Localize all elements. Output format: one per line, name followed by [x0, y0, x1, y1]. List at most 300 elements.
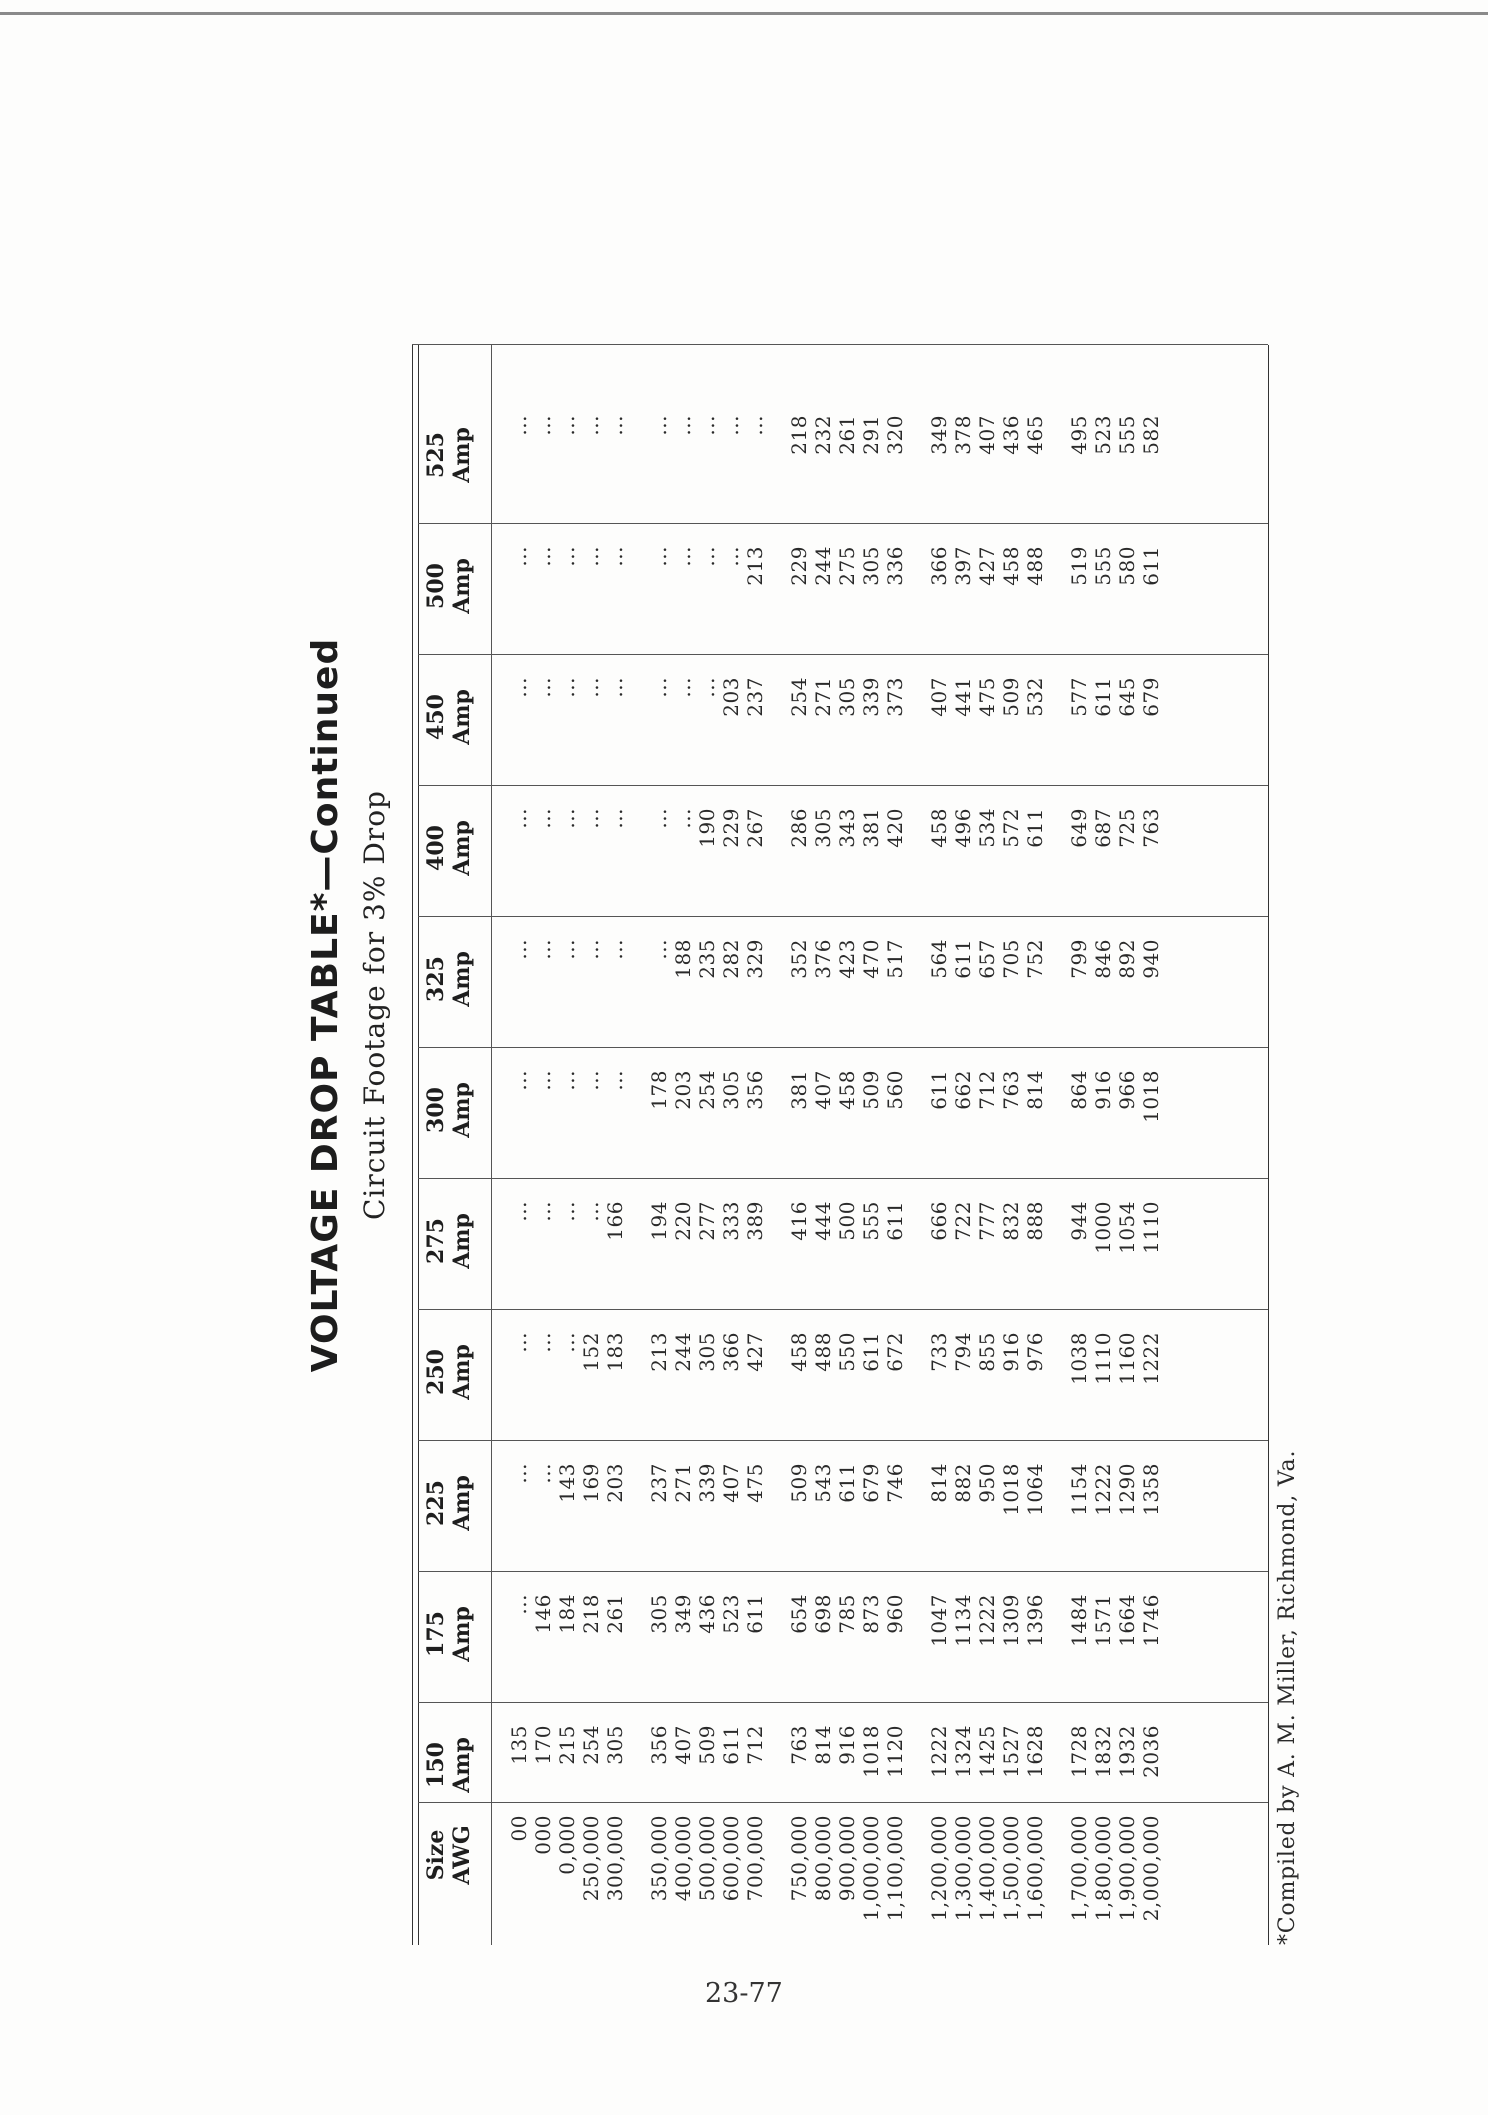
column-divider: [418, 523, 1268, 524]
column-divider: [418, 1440, 1268, 1441]
footage-cell: 407: [927, 677, 951, 717]
footage-cell: ...: [507, 677, 531, 698]
footage-cell: 1832: [1091, 1725, 1115, 1778]
column-header-line: 225: [423, 1480, 449, 1526]
table-title: VOLTAGE DROP TABLE*—Continued: [305, 637, 346, 1373]
footage-cell: 523: [719, 1594, 743, 1634]
footage-cell: 1154: [1067, 1463, 1091, 1516]
footage-cell: 534: [975, 808, 999, 848]
footage-cell: 733: [927, 1332, 951, 1372]
size-awg-header: [423, 1805, 475, 1905]
footage-cell: 657: [975, 939, 999, 979]
column-header-line: Amp: [449, 1737, 475, 1793]
footage-cell: ...: [743, 415, 767, 436]
footage-cell: ...: [507, 808, 531, 829]
footage-cell: 458: [835, 1070, 859, 1110]
footage-cell: 305: [603, 1725, 627, 1765]
column-header-line: 175: [423, 1611, 449, 1657]
column-header-line: 250: [423, 1349, 449, 1395]
footage-cell: 1064: [1023, 1463, 1047, 1516]
column-header-line: 525: [423, 432, 449, 478]
footage-cell: ...: [647, 677, 671, 698]
footage-cell: 1222: [927, 1725, 951, 1778]
column-divider: [418, 1702, 1268, 1703]
footage-cell: 611: [883, 1201, 907, 1241]
footage-cell: 213: [647, 1332, 671, 1372]
footage-cell: 1120: [883, 1725, 907, 1778]
footage-cell: 944: [1067, 1201, 1091, 1241]
footage-cell: 1018: [999, 1463, 1023, 1516]
table-top-rule-inner: [418, 345, 419, 1945]
column-divider: [418, 1309, 1268, 1310]
footage-cell: 892: [1115, 939, 1139, 979]
footage-cell: 356: [647, 1725, 671, 1765]
footage-cell: 458: [999, 546, 1023, 586]
footage-cell: 550: [835, 1332, 859, 1372]
footage-cell: 611: [743, 1594, 767, 1634]
footage-cell: 712: [975, 1070, 999, 1110]
footage-cell: 611: [1139, 546, 1163, 586]
footage-cell: 1728: [1067, 1725, 1091, 1778]
footage-cell: 722: [951, 1201, 975, 1241]
footage-cell: ...: [671, 546, 695, 567]
footage-cell: 427: [743, 1332, 767, 1372]
footage-cell: 349: [927, 415, 951, 455]
footage-cell: 423: [835, 939, 859, 979]
footage-cell: 1222: [1139, 1332, 1163, 1385]
footage-cell: 1396: [1023, 1594, 1047, 1647]
footage-cell: 832: [999, 1201, 1023, 1241]
footage-cell: 444: [811, 1201, 835, 1241]
footage-cell: ...: [531, 546, 555, 567]
size-header-line: AWG: [449, 1825, 475, 1885]
footage-cell: 261: [603, 1594, 627, 1634]
footage-cell: ...: [531, 1070, 555, 1091]
footage-cell: 752: [1023, 939, 1047, 979]
column-divider: [418, 654, 1268, 655]
column-header-line: Amp: [449, 558, 475, 614]
footage-cell: 1290: [1115, 1463, 1139, 1516]
footage-cell: 712: [743, 1725, 767, 1765]
footage-cell: 286: [787, 808, 811, 848]
footage-cell: 305: [859, 546, 883, 586]
footage-cell: ...: [579, 808, 603, 829]
footage-cell: 397: [951, 546, 975, 586]
size-cell: 750,000: [787, 1815, 811, 1902]
footage-cell: 582: [1139, 415, 1163, 455]
column-header-line: Amp: [449, 689, 475, 745]
footage-cell: 950: [975, 1463, 999, 1503]
footage-cell: ...: [507, 1070, 531, 1091]
footage-cell: 517: [883, 939, 907, 979]
footage-cell: 1358: [1139, 1463, 1163, 1516]
footage-cell: ...: [603, 808, 627, 829]
footage-cell: 232: [811, 415, 835, 455]
footage-cell: 611: [927, 1070, 951, 1110]
footage-cell: 381: [859, 808, 883, 848]
footage-cell: 244: [811, 546, 835, 586]
footage-cell: 1664: [1115, 1594, 1139, 1647]
footage-cell: 1134: [951, 1594, 975, 1647]
footage-cell: ...: [507, 546, 531, 567]
footage-cell: 611: [951, 939, 975, 979]
table-right-border: [412, 344, 1268, 345]
size-cell: 0,000: [555, 1815, 579, 1875]
size-cell: 1,300,000: [951, 1815, 975, 1922]
footage-cell: 1038: [1067, 1332, 1091, 1385]
footage-cell: ...: [555, 546, 579, 567]
footage-cell: ...: [531, 677, 555, 698]
footage-cell: 746: [883, 1463, 907, 1503]
footage-cell: 166: [603, 1201, 627, 1241]
rotated-table-block: [255, 45, 1405, 1965]
footage-cell: 532: [1023, 677, 1047, 717]
column-header-line: Amp: [449, 1475, 475, 1531]
amp-column-header: [423, 405, 475, 505]
footage-cell: 436: [999, 415, 1023, 455]
footage-cell: 523: [1091, 415, 1115, 455]
footage-cell: 1054: [1115, 1201, 1139, 1254]
size-cell: 700,000: [743, 1815, 767, 1902]
size-cell: 800,000: [811, 1815, 835, 1902]
footage-cell: ...: [671, 677, 695, 698]
footage-cell: 407: [719, 1463, 743, 1503]
footage-cell: 237: [743, 677, 767, 717]
footage-cell: 705: [999, 939, 1023, 979]
footage-cell: ...: [671, 415, 695, 436]
column-header-line: Amp: [449, 1606, 475, 1662]
footage-cell: 169: [579, 1463, 603, 1503]
footage-cell: 170: [531, 1725, 555, 1765]
footage-cell: 333: [719, 1201, 743, 1241]
footage-cell: 687: [1091, 808, 1115, 848]
footage-cell: 555: [859, 1201, 883, 1241]
amp-column-header: [423, 1060, 475, 1160]
footage-cell: ...: [555, 677, 579, 698]
footage-cell: ...: [507, 1463, 531, 1484]
footage-cell: ...: [531, 415, 555, 436]
header-divider: [491, 345, 492, 1945]
size-cell: 1,100,000: [883, 1815, 907, 1922]
size-cell: 1,700,000: [1067, 1815, 1091, 1922]
size-header-line: Size: [423, 1829, 449, 1881]
footage-cell: ...: [579, 939, 603, 960]
footage-cell: 645: [1115, 677, 1139, 717]
footage-cell: 237: [647, 1463, 671, 1503]
table-subtitle: Circuit Footage for 3% Drop: [358, 790, 391, 1220]
footage-cell: 267: [743, 808, 767, 848]
footage-cell: 1309: [999, 1594, 1023, 1647]
footage-cell: ...: [531, 1201, 555, 1222]
footage-cell: 916: [999, 1332, 1023, 1372]
size-cell: 250,000: [579, 1815, 603, 1902]
footage-cell: 1110: [1091, 1332, 1115, 1385]
footage-cell: 794: [951, 1332, 975, 1372]
column-header-line: Amp: [449, 820, 475, 876]
size-cell: 1,900,000: [1115, 1815, 1139, 1922]
amp-column-header: [423, 1715, 475, 1815]
footage-cell: 305: [647, 1594, 671, 1634]
footage-cell: ...: [647, 415, 671, 436]
size-cell: 00: [507, 1815, 531, 1842]
footage-cell: 378: [951, 415, 975, 455]
footage-cell: 475: [975, 677, 999, 717]
size-cell: 300,000: [603, 1815, 627, 1902]
footage-cell: 275: [835, 546, 859, 586]
footage-cell: ...: [579, 546, 603, 567]
footage-cell: 458: [927, 808, 951, 848]
footage-cell: ...: [555, 1201, 579, 1222]
footage-cell: 416: [787, 1201, 811, 1241]
footage-cell: 229: [787, 546, 811, 586]
footage-cell: ...: [555, 415, 579, 436]
footage-cell: 407: [811, 1070, 835, 1110]
size-cell: 1,200,000: [927, 1815, 951, 1922]
footage-cell: 580: [1115, 546, 1139, 586]
column-divider: [418, 785, 1268, 786]
footage-cell: 339: [695, 1463, 719, 1503]
footage-cell: 184: [555, 1594, 579, 1634]
footage-cell: 244: [671, 1332, 695, 1372]
footage-cell: ...: [671, 808, 695, 829]
footage-cell: 509: [787, 1463, 811, 1503]
footage-cell: 213: [743, 546, 767, 586]
footage-cell: 555: [1091, 546, 1115, 586]
amp-column-header: [423, 929, 475, 1029]
footage-cell: 336: [883, 546, 907, 586]
footage-cell: 855: [975, 1332, 999, 1372]
column-header-line: 400: [423, 825, 449, 871]
size-cell: 350,000: [647, 1815, 671, 1902]
footage-cell: 725: [1115, 808, 1139, 848]
footage-cell: 343: [835, 808, 859, 848]
column-header-line: Amp: [449, 1344, 475, 1400]
footage-cell: 203: [719, 677, 743, 717]
column-header-line: 275: [423, 1218, 449, 1264]
footage-cell: 203: [603, 1463, 627, 1503]
footage-cell: 611: [859, 1332, 883, 1372]
footage-cell: 470: [859, 939, 883, 979]
footage-cell: 366: [927, 546, 951, 586]
footage-cell: 519: [1067, 546, 1091, 586]
footage-cell: 496: [951, 808, 975, 848]
amp-column-header: [423, 536, 475, 636]
footage-cell: 1110: [1139, 1201, 1163, 1254]
amp-column-header: [423, 798, 475, 898]
column-divider: [418, 916, 1268, 917]
footage-cell: 220: [671, 1201, 695, 1241]
footage-cell: ...: [507, 1332, 531, 1353]
footage-cell: ...: [647, 808, 671, 829]
footage-cell: 814: [811, 1725, 835, 1765]
footage-cell: 235: [695, 939, 719, 979]
column-header-line: 500: [423, 563, 449, 609]
footage-cell: ...: [555, 1070, 579, 1091]
footage-cell: ...: [579, 1201, 603, 1222]
footage-cell: ...: [695, 546, 719, 567]
footage-cell: 488: [1023, 546, 1047, 586]
footage-cell: 407: [671, 1725, 695, 1765]
amp-column-header: [423, 667, 475, 767]
footage-cell: 488: [811, 1332, 835, 1372]
size-cell: 400,000: [671, 1815, 695, 1902]
column-header-line: Amp: [449, 1082, 475, 1138]
footage-cell: ...: [603, 1070, 627, 1091]
footage-cell: ...: [579, 415, 603, 436]
footage-cell: ...: [603, 677, 627, 698]
footage-cell: 271: [671, 1463, 695, 1503]
footage-cell: 305: [835, 677, 859, 717]
footage-cell: ...: [647, 546, 671, 567]
footage-cell: 611: [719, 1725, 743, 1765]
footage-cell: ...: [507, 1594, 531, 1615]
footage-cell: 356: [743, 1070, 767, 1110]
column-header-line: Amp: [449, 427, 475, 483]
footage-cell: 1160: [1115, 1332, 1139, 1385]
footage-cell: 555: [1115, 415, 1139, 455]
size-cell: 1,000,000: [859, 1815, 883, 1922]
footage-cell: 509: [695, 1725, 719, 1765]
footage-cell: 389: [743, 1201, 767, 1241]
footage-cell: 366: [719, 1332, 743, 1372]
size-cell: 900,000: [835, 1815, 859, 1902]
footage-cell: 960: [883, 1594, 907, 1634]
footage-cell: ...: [603, 415, 627, 436]
footage-cell: 611: [1091, 677, 1115, 717]
footage-cell: 564: [927, 939, 951, 979]
footage-cell: 1324: [951, 1725, 975, 1778]
table-top-rule: [412, 345, 413, 1945]
footage-cell: ...: [719, 415, 743, 436]
footage-cell: 611: [835, 1463, 859, 1503]
footnote: *Compiled by A. M. Miller, Richmond, Va.: [1275, 1449, 1300, 1945]
footage-cell: 183: [603, 1332, 627, 1372]
footage-cell: 940: [1139, 939, 1163, 979]
footage-cell: 291: [859, 415, 883, 455]
footage-cell: 1018: [859, 1725, 883, 1778]
footage-cell: 777: [975, 1201, 999, 1241]
footage-cell: 218: [579, 1594, 603, 1634]
footage-cell: 229: [719, 808, 743, 848]
footage-cell: 572: [999, 808, 1023, 848]
footage-cell: ...: [647, 939, 671, 960]
footage-cell: 882: [951, 1463, 975, 1503]
footage-cell: ...: [579, 677, 603, 698]
footage-cell: 966: [1115, 1070, 1139, 1110]
footage-cell: 1571: [1091, 1594, 1115, 1647]
size-cell: 1,800,000: [1091, 1815, 1115, 1922]
footage-cell: 320: [883, 415, 907, 455]
footage-cell: 420: [883, 808, 907, 848]
size-cell: 1,400,000: [975, 1815, 999, 1922]
scan-top-edge: [0, 12, 1488, 15]
page-number: 23-77: [705, 1978, 783, 2009]
footage-cell: 305: [811, 808, 835, 848]
footage-cell: 194: [647, 1201, 671, 1241]
footage-cell: 814: [927, 1463, 951, 1503]
footage-cell: 143: [555, 1463, 579, 1503]
footage-cell: 672: [883, 1332, 907, 1372]
size-cell: 000: [531, 1815, 555, 1855]
footage-cell: 277: [695, 1201, 719, 1241]
footage-cell: 763: [1139, 808, 1163, 848]
footage-cell: 560: [883, 1070, 907, 1110]
footage-cell: 495: [1067, 415, 1091, 455]
column-divider: [418, 1802, 1268, 1803]
footage-cell: 441: [951, 677, 975, 717]
footage-cell: 666: [927, 1201, 951, 1241]
footage-cell: 649: [1067, 808, 1091, 848]
footage-cell: 215: [555, 1725, 579, 1765]
footage-cell: 1425: [975, 1725, 999, 1778]
table-bottom-rule: [1268, 345, 1269, 1945]
footage-cell: ...: [695, 415, 719, 436]
footage-cell: 1527: [999, 1725, 1023, 1778]
footage-cell: 352: [787, 939, 811, 979]
footage-cell: 152: [579, 1332, 603, 1372]
footage-cell: 500: [835, 1201, 859, 1241]
footage-cell: 763: [787, 1725, 811, 1765]
footage-cell: 916: [1091, 1070, 1115, 1110]
size-cell: 500,000: [695, 1815, 719, 1902]
footage-cell: 254: [579, 1725, 603, 1765]
footage-cell: 190: [695, 808, 719, 848]
footage-cell: ...: [603, 939, 627, 960]
footage-cell: ...: [531, 1332, 555, 1353]
footage-cell: 305: [695, 1332, 719, 1372]
footage-cell: 475: [743, 1463, 767, 1503]
footage-cell: 178: [647, 1070, 671, 1110]
footage-cell: 509: [859, 1070, 883, 1110]
footage-cell: 254: [695, 1070, 719, 1110]
footage-cell: 407: [975, 415, 999, 455]
footage-cell: 763: [999, 1070, 1023, 1110]
size-cell: 2,000,000: [1139, 1815, 1163, 1922]
amp-column-header: [423, 1584, 475, 1684]
size-cell: 600,000: [719, 1815, 743, 1902]
footage-cell: 349: [671, 1594, 695, 1634]
footage-cell: ...: [695, 677, 719, 698]
amp-column-header: [423, 1322, 475, 1422]
footage-cell: 1222: [975, 1594, 999, 1647]
footage-cell: 577: [1067, 677, 1091, 717]
footage-cell: 135: [507, 1725, 531, 1765]
footage-cell: 436: [695, 1594, 719, 1634]
footage-cell: ...: [507, 415, 531, 436]
footage-cell: 218: [787, 415, 811, 455]
footage-cell: ...: [531, 808, 555, 829]
footage-cell: 814: [1023, 1070, 1047, 1110]
footage-cell: 873: [859, 1594, 883, 1634]
footage-cell: 146: [531, 1594, 555, 1634]
footage-cell: ...: [507, 939, 531, 960]
footage-cell: 1000: [1091, 1201, 1115, 1254]
footage-cell: 662: [951, 1070, 975, 1110]
footage-cell: 1484: [1067, 1594, 1091, 1647]
footage-cell: 916: [835, 1725, 859, 1765]
footage-cell: 329: [743, 939, 767, 979]
footage-cell: 888: [1023, 1201, 1047, 1241]
footage-cell: 2036: [1139, 1725, 1163, 1778]
footage-cell: 203: [671, 1070, 695, 1110]
footage-cell: 376: [811, 939, 835, 979]
footage-cell: 1628: [1023, 1725, 1047, 1778]
footage-cell: 339: [859, 677, 883, 717]
footage-cell: ...: [555, 808, 579, 829]
footage-cell: 698: [811, 1594, 835, 1634]
footage-cell: 799: [1067, 939, 1091, 979]
footage-cell: 261: [835, 415, 859, 455]
